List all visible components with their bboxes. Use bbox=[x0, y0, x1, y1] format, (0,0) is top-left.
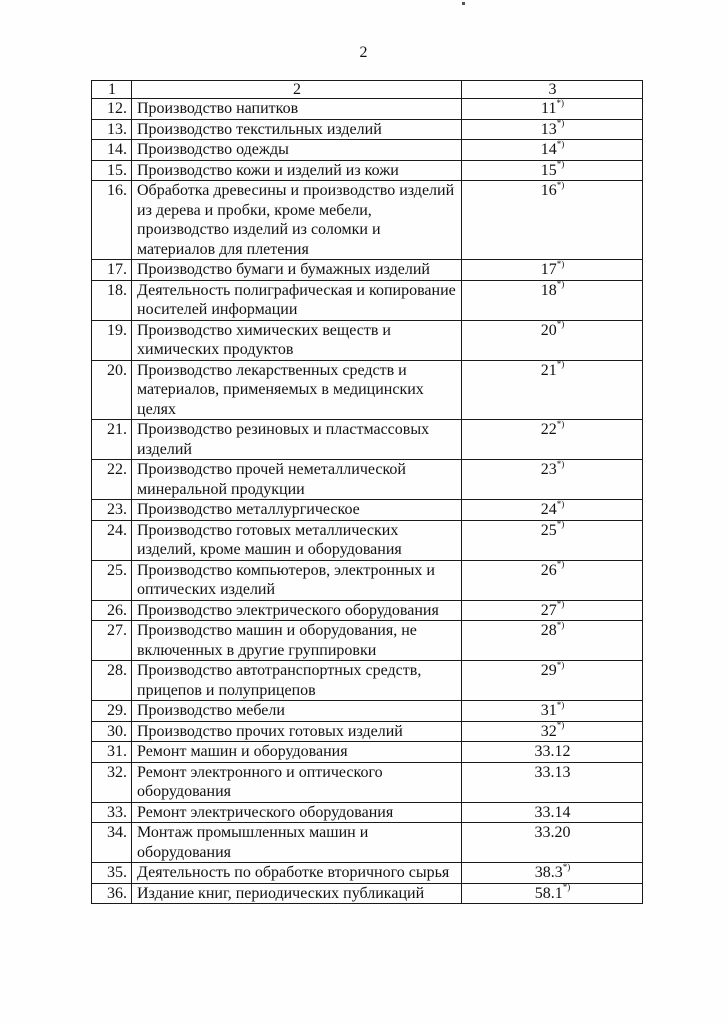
footnote-mark: *) bbox=[556, 720, 565, 731]
table-row bbox=[92, 520, 643, 560]
activity-name: Производство лекарственных средств и материалов, применяемых в медицинских целях bbox=[132, 360, 462, 420]
table-row bbox=[92, 701, 643, 722]
activity-name: Ремонт машин и оборудования bbox=[132, 742, 462, 763]
activity-code-cell bbox=[462, 119, 643, 140]
activity-name: Производство прочих готовых изделий bbox=[132, 721, 462, 742]
row-number: 12. bbox=[92, 99, 132, 120]
activity-code: 18 bbox=[540, 281, 557, 299]
activity-code-cell bbox=[462, 600, 643, 621]
footnote-mark: *) bbox=[556, 279, 565, 290]
footnote-mark: *) bbox=[556, 138, 565, 149]
activity-name: Производство компьютеров, электронных и оптических изделий bbox=[132, 560, 462, 600]
row-number: 32. bbox=[92, 762, 132, 802]
row-number: 14. bbox=[92, 140, 132, 161]
row-number: 13. bbox=[92, 119, 132, 140]
activity-code: 27 bbox=[540, 601, 557, 619]
footnote-mark: *) bbox=[556, 258, 565, 269]
table-row bbox=[92, 181, 643, 260]
activity-name: Производство текстильных изделий bbox=[132, 119, 462, 140]
activity-name: Производство кожи и изделий из кожи bbox=[132, 160, 462, 181]
row-number: 33. bbox=[92, 802, 132, 823]
table-row bbox=[92, 260, 643, 281]
footnote-mark: *) bbox=[556, 498, 565, 509]
footnote-mark: *) bbox=[562, 882, 571, 893]
table-row bbox=[92, 500, 643, 521]
activity-code-cell bbox=[462, 140, 643, 161]
activities-table bbox=[91, 80, 643, 904]
activity-name: Производство резиновых и пластмассовых изделий bbox=[132, 420, 462, 460]
table-header-row bbox=[92, 81, 643, 99]
row-number: 30. bbox=[92, 721, 132, 742]
table-row bbox=[92, 823, 643, 863]
row-number: 15. bbox=[92, 160, 132, 181]
row-number: 20. bbox=[92, 360, 132, 420]
table-row bbox=[92, 863, 643, 884]
activity-code-cell bbox=[462, 762, 643, 802]
footnote-mark: *) bbox=[556, 418, 565, 429]
activity-name: Ремонт электронного и оптического оборудования bbox=[132, 762, 462, 802]
activity-code-cell bbox=[462, 701, 643, 722]
column-header-code: 3 bbox=[462, 81, 643, 99]
activity-code: 25 bbox=[540, 521, 557, 539]
footnote-mark: *) bbox=[556, 699, 565, 710]
footnote-mark: *) bbox=[556, 619, 565, 630]
activity-code-cell bbox=[462, 260, 643, 281]
activity-code-cell bbox=[462, 280, 643, 320]
row-number: 31. bbox=[92, 742, 132, 763]
row-number: 26. bbox=[92, 600, 132, 621]
activity-name: Производство прочей неметаллической минеральной продукции bbox=[132, 460, 462, 500]
activity-code: 38.3 bbox=[534, 864, 563, 881]
activity-code: 20 bbox=[540, 321, 557, 339]
activity-code: 16 bbox=[540, 182, 557, 199]
scan-artifact bbox=[462, 2, 465, 5]
row-number: 25. bbox=[92, 560, 132, 600]
activity-code-cell bbox=[462, 500, 643, 521]
activity-name: Деятельность полиграфическая и копирование носителей информации bbox=[132, 280, 462, 320]
activity-code: 58.1 bbox=[534, 884, 563, 902]
table-row bbox=[92, 560, 643, 600]
activity-code-cell bbox=[462, 560, 643, 600]
table-row bbox=[92, 742, 643, 763]
row-number: 22. bbox=[92, 460, 132, 500]
activity-code-cell bbox=[462, 621, 643, 661]
activity-code: 14 bbox=[540, 141, 557, 158]
activity-code-cell bbox=[462, 802, 643, 823]
activity-code-cell bbox=[462, 460, 643, 500]
activity-name: Обработка древесины и производство изделий из дерева и пробки, кроме мебели, производство изделий из соломки и материалов для плетения bbox=[132, 181, 462, 260]
activity-code-cell bbox=[462, 742, 643, 763]
footnote-mark: *) bbox=[556, 458, 565, 469]
activity-name: Производство напитков bbox=[132, 99, 462, 120]
activity-name: Производство бумаги и бумажных изделий bbox=[132, 260, 462, 281]
row-number: 17. bbox=[92, 260, 132, 281]
activity-name: Производство автотранспортных средств, прицепов и полуприцепов bbox=[132, 661, 462, 701]
footnote-mark: *) bbox=[556, 559, 565, 570]
activity-name: Производство одежды bbox=[132, 140, 462, 161]
activity-code-cell bbox=[462, 360, 643, 420]
table-row bbox=[92, 119, 643, 140]
activity-code: 26 bbox=[540, 561, 557, 579]
table-row bbox=[92, 621, 643, 661]
activity-code-cell bbox=[462, 160, 643, 181]
activity-code: 33.20 bbox=[534, 824, 571, 841]
row-number: 21. bbox=[92, 420, 132, 460]
activity-code: 28 bbox=[540, 622, 557, 639]
footnote-mark: *) bbox=[556, 159, 565, 170]
activity-name: Производство металлургическое bbox=[132, 500, 462, 521]
table-row bbox=[92, 420, 643, 460]
activity-code: 17 bbox=[540, 261, 557, 278]
column-header-name: 2 bbox=[132, 81, 462, 99]
activity-name: Монтаж промышленных машин и оборудования bbox=[132, 823, 462, 863]
activity-code: 33.13 bbox=[534, 763, 571, 781]
activity-code: 23 bbox=[540, 461, 557, 478]
row-number: 27. bbox=[92, 621, 132, 661]
footnote-mark: *) bbox=[556, 599, 565, 610]
footnote-mark: *) bbox=[556, 319, 565, 330]
table-row bbox=[92, 160, 643, 181]
row-number: 16. bbox=[92, 181, 132, 260]
activity-code: 31 bbox=[540, 702, 557, 719]
table-row bbox=[92, 99, 643, 120]
column-header-number: 1 bbox=[92, 81, 132, 99]
activity-code: 22 bbox=[540, 421, 557, 438]
row-number: 23. bbox=[92, 500, 132, 521]
table-row bbox=[92, 140, 643, 161]
table-row bbox=[92, 280, 643, 320]
activity-name: Ремонт электрического оборудования bbox=[132, 802, 462, 823]
activity-name: Производство мебели bbox=[132, 701, 462, 722]
activity-code-cell bbox=[462, 823, 643, 863]
table-row bbox=[92, 883, 643, 904]
row-number: 19. bbox=[92, 320, 132, 360]
activity-code: 24 bbox=[540, 501, 557, 518]
activity-code-cell bbox=[462, 181, 643, 260]
activity-code-cell bbox=[462, 863, 643, 884]
activity-code-cell bbox=[462, 520, 643, 560]
activity-name: Производство электрического оборудования bbox=[132, 600, 462, 621]
table-row bbox=[92, 320, 643, 360]
activity-code: 32 bbox=[540, 722, 557, 740]
table-row bbox=[92, 600, 643, 621]
activity-code: 11 bbox=[541, 100, 557, 117]
activity-name: Производство машин и оборудования, не включенных в другие группировки bbox=[132, 621, 462, 661]
table-row bbox=[92, 802, 643, 823]
activity-code: 21 bbox=[540, 361, 557, 379]
table-row bbox=[92, 661, 643, 701]
activity-code: 33.12 bbox=[534, 743, 571, 760]
footnote-mark: *) bbox=[556, 97, 564, 108]
activity-code: 29 bbox=[540, 662, 557, 679]
activity-name: Производство готовых металлических изделий, кроме машин и оборудования bbox=[132, 520, 462, 560]
activity-code-cell bbox=[462, 721, 643, 742]
row-number: 18. bbox=[92, 280, 132, 320]
row-number: 36. bbox=[92, 883, 132, 904]
activity-code: 15 bbox=[540, 161, 557, 179]
activity-code-cell bbox=[462, 420, 643, 460]
row-number: 29. bbox=[92, 701, 132, 722]
activity-code-cell bbox=[462, 320, 643, 360]
footnote-mark: *) bbox=[556, 659, 565, 670]
activity-code: 13 bbox=[540, 120, 557, 138]
footnote-mark: *) bbox=[556, 118, 565, 129]
row-number: 34. bbox=[92, 823, 132, 863]
table-row bbox=[92, 721, 643, 742]
footnote-mark: *) bbox=[562, 861, 571, 872]
page-number: 2 bbox=[359, 44, 368, 61]
table-row bbox=[92, 460, 643, 500]
footnote-mark: *) bbox=[556, 359, 565, 370]
activity-name: Издание книг, периодических публикаций bbox=[132, 883, 462, 904]
activity-code-cell bbox=[462, 661, 643, 701]
footnote-mark: *) bbox=[556, 519, 565, 530]
table-row bbox=[92, 762, 643, 802]
row-number: 28. bbox=[92, 661, 132, 701]
activity-name: Деятельность по обработке вторичного сырья bbox=[132, 863, 462, 884]
activity-code-cell bbox=[462, 99, 643, 120]
activity-name: Производство химических веществ и химических продуктов bbox=[132, 320, 462, 360]
activity-code: 33.14 bbox=[534, 803, 571, 821]
footnote-mark: *) bbox=[556, 179, 565, 190]
row-number: 24. bbox=[92, 520, 132, 560]
activity-code-cell bbox=[462, 883, 643, 904]
table-row bbox=[92, 360, 643, 420]
row-number: 35. bbox=[92, 863, 132, 884]
